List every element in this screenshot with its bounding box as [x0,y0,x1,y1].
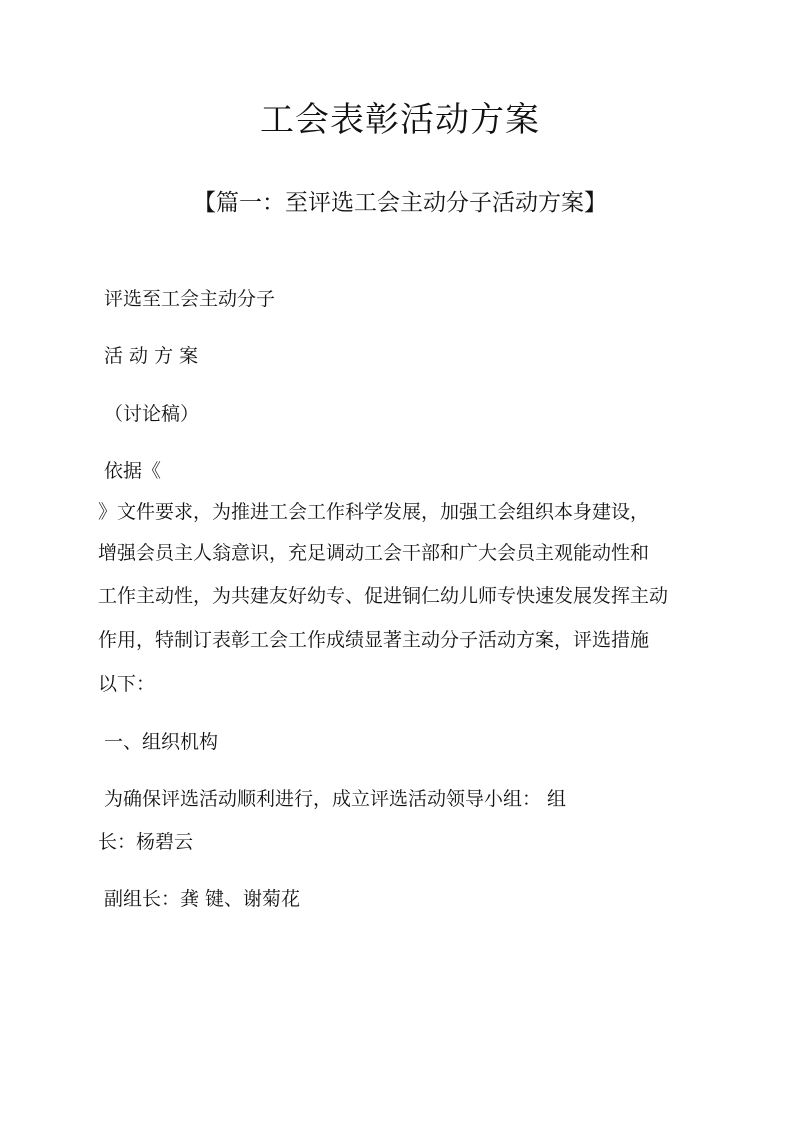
text-line-13: 副组长：龚 键、谢菊花 [104,888,301,910]
text-line-2: 活 动 方 案 [104,345,199,367]
text-line-8: 作用，特制订表彰工会工作成绩显著主动分子活动方案，评选措施 [98,629,650,651]
section-heading: 一、组织机构 [104,731,219,753]
text-line-5: 》文件要求，为推进工会工作科学发展，加强工会组织本身建设， [98,501,650,523]
text-line-11: 为确保评选活动顺利进行，成立评选活动领导小组： 组 [104,788,567,810]
text-line-4: 依据《 [104,460,162,482]
document-title: 工会表彰活动方案 [260,100,540,140]
text-line-6: 增强会员主人翁意识，充足调动工会干部和广大会员主观能动性和 [98,542,650,564]
text-line-12: 长：杨碧云 [98,831,194,853]
text-line-9: 以下： [98,673,156,695]
text-line-1: 评选至工会主动分子 [104,288,276,310]
text-line-7: 工作主动性，为共建友好幼专、促进铜仁幼儿师专快速发展发挥主动 [98,585,669,607]
document-subtitle: 【篇一：至评选工会主动分子活动方案】 [193,190,607,216]
text-line-3: （讨论稿） [104,403,200,425]
